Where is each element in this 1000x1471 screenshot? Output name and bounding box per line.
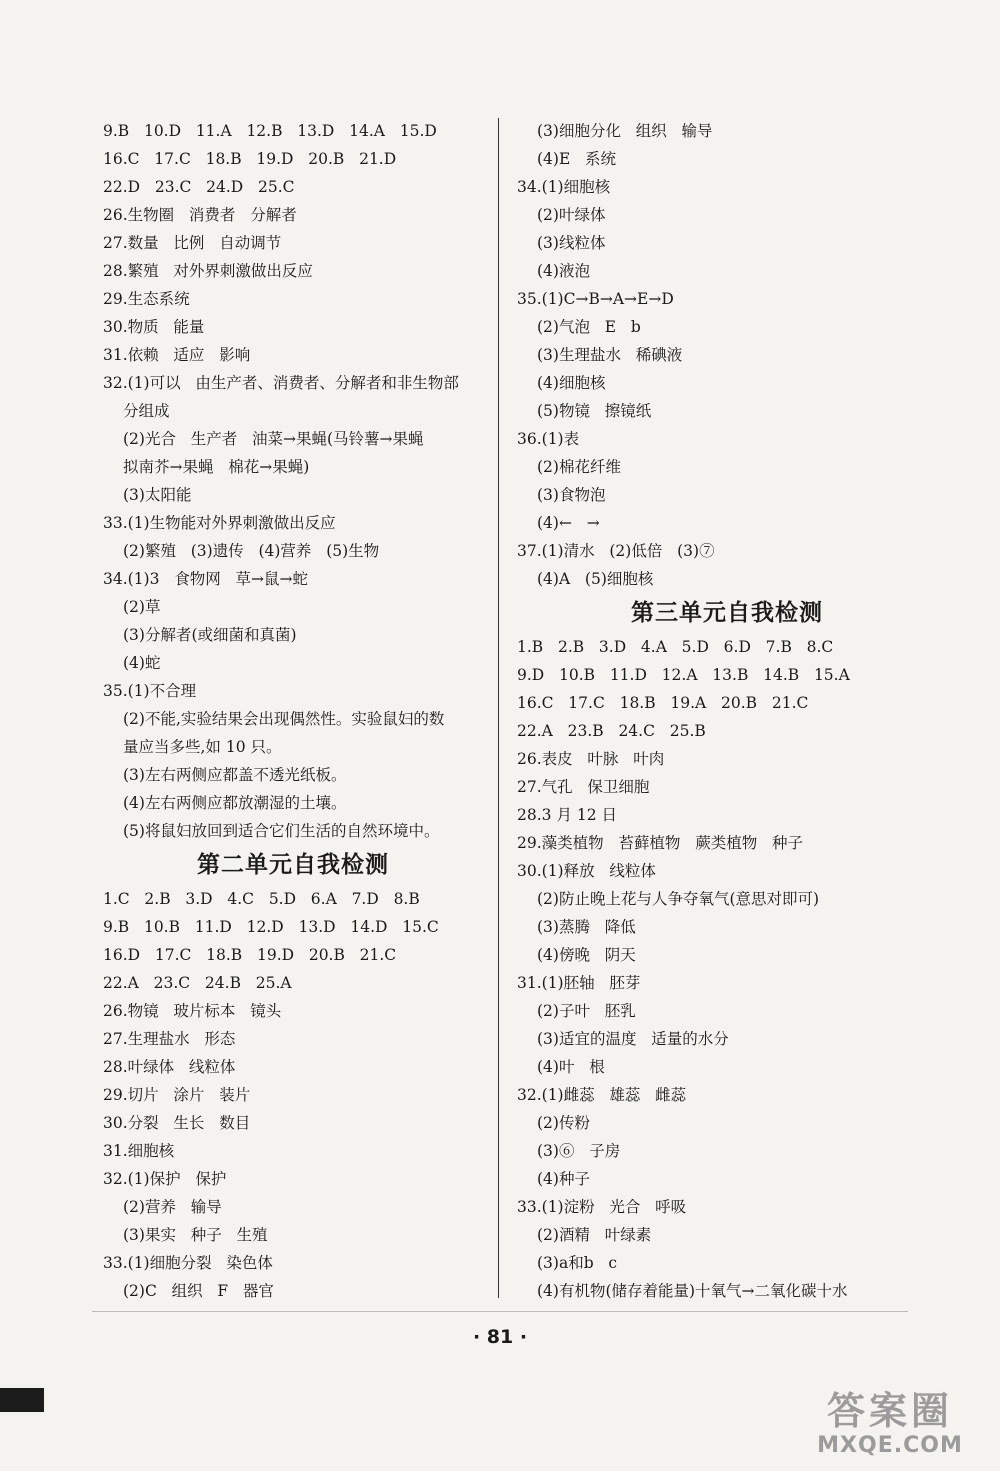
section-heading: 第三单元自我检测 — [631, 600, 823, 626]
right-answer-line: (2)防止晚上花与人争夺氧气(意思对即可) — [537, 890, 820, 908]
left-answer-line: (3)分解者(或细菌和真菌) — [123, 626, 297, 644]
right-answer-line: 27.气孔 保卫细胞 — [517, 778, 650, 796]
left-answer-line: 31.依赖 适应 影响 — [103, 346, 251, 364]
right-answer-line: (4)E 系统 — [537, 150, 617, 168]
right-answer-line: 1.B 2.B 3.D 4.A 5.D 6.D 7.B 8.C — [517, 638, 834, 656]
left-answer-line: (3)太阳能 — [123, 486, 192, 504]
left-answer-line: 量应当多些,如 10 只。 — [123, 738, 282, 756]
left-answer-line: 拟南芥→果蝇 棉花→果蝇) — [123, 458, 310, 476]
left-answer-line: 26.生物圈 消费者 分解者 — [103, 206, 297, 224]
right-answer-line: (2)气泡 E b — [537, 318, 641, 336]
left-answer-line: (2)光合 生产者 油菜→果蝇(马铃薯→果蝇 — [123, 430, 424, 448]
left-answer-line: 27.数量 比例 自动调节 — [103, 234, 282, 252]
right-answer-line: (3)⑥ 子房 — [537, 1142, 621, 1160]
left-answer-line: 34.(1)3 食物网 草→鼠→蛇 — [103, 570, 309, 588]
left-answer-line: (3)果实 种子 生殖 — [123, 1226, 268, 1244]
right-answer-line: (2)传粉 — [537, 1114, 590, 1132]
page-number: · 81 · — [472, 1326, 528, 1348]
left-answer-line: 22.D 23.C 24.D 25.C — [103, 178, 295, 196]
right-answer-line: (3)a和b c — [537, 1254, 618, 1272]
corner-tab-mark — [0, 1388, 44, 1412]
watermark-site: MXQE.COM — [817, 1433, 963, 1458]
right-answer-line: (2)棉花纤维 — [537, 458, 621, 476]
left-answer-line: 27.生理盐水 形态 — [103, 1030, 236, 1048]
left-answer-line: (5)将鼠妇放回到适合它们生活的自然环境中。 — [123, 822, 440, 840]
left-column — [103, 117, 483, 1305]
left-answer-line: 22.A 23.C 24.B 25.A — [103, 974, 292, 992]
left-answer-line: 9.B 10.B 11.D 12.D 13.D 14.D 15.C — [103, 918, 439, 936]
right-answer-line: (3)细胞分化 组织 输导 — [537, 122, 713, 140]
right-answer-line: (3)适宜的温度 适量的水分 — [537, 1030, 729, 1048]
left-answer-line: 32.(1)可以 由生产者、消费者、分解者和非生物部 — [103, 374, 459, 392]
right-answer-line: (4)液泡 — [537, 262, 590, 280]
right-answer-line: 31.(1)胚轴 胚芽 — [517, 974, 641, 992]
right-answer-line: (3)食物泡 — [537, 486, 606, 504]
watermark-logo: 答案圈 — [826, 1389, 953, 1433]
right-answer-line: (3)蒸腾 降低 — [537, 918, 636, 936]
left-answer-line: 35.(1)不合理 — [103, 682, 197, 700]
right-answer-line: (4)细胞核 — [537, 374, 606, 392]
section-heading: 第二单元自我检测 — [197, 852, 389, 878]
left-answer-line: 28.叶绿体 线粒体 — [103, 1058, 236, 1076]
left-answer-line: 29.切片 涂片 装片 — [103, 1086, 251, 1104]
right-answer-line: 33.(1)淀粉 光合 呼吸 — [517, 1198, 687, 1216]
left-answer-line: 28.繁殖 对外界刺激做出反应 — [103, 262, 313, 280]
right-answer-line: 29.藻类植物 苔藓植物 蕨类植物 种子 — [517, 834, 803, 852]
column-divider — [498, 118, 499, 1298]
left-answer-line: (2)草 — [123, 598, 161, 616]
left-answer-line: 31.细胞核 — [103, 1142, 175, 1160]
left-answer-line: 33.(1)生物能对外界刺激做出反应 — [103, 514, 336, 532]
right-answer-line: 30.(1)释放 线粒体 — [517, 862, 656, 880]
left-answer-line: 30.物质 能量 — [103, 318, 205, 336]
right-answer-line: 26.表皮 叶脉 叶肉 — [517, 750, 665, 768]
right-answer-line: 36.(1)表 — [517, 430, 580, 448]
right-answer-line: (4)傍晚 阴天 — [537, 946, 636, 964]
right-answer-line: 28.3 月 12 日 — [517, 806, 618, 824]
left-answer-line: (4)蛇 — [123, 654, 161, 672]
right-column — [517, 117, 937, 1305]
left-answer-line: (4)左右两侧应都放潮湿的土壤。 — [123, 794, 347, 812]
left-answer-line: 16.D 17.C 18.B 19.D 20.B 21.C — [103, 946, 397, 964]
right-answer-line: (3)生理盐水 稀碘液 — [537, 346, 683, 364]
left-answer-line: (2)C 组织 F 器官 — [123, 1282, 274, 1300]
left-answer-line: 32.(1)保护 保护 — [103, 1170, 227, 1188]
left-answer-line: (3)左右两侧应都盖不透光纸板。 — [123, 766, 347, 784]
right-answer-line: 32.(1)雌蕊 雄蕊 雌蕊 — [517, 1086, 687, 1104]
left-answer-line: 30.分裂 生长 数目 — [103, 1114, 251, 1132]
left-answer-line: (2)不能,实验结果会出现偶然性。实验鼠妇的数 — [123, 710, 445, 728]
footer-rule — [92, 1311, 908, 1312]
left-answer-line: 1.C 2.B 3.D 4.C 5.D 6.A 7.D 8.B — [103, 890, 420, 908]
right-answer-line: 34.(1)细胞核 — [517, 178, 611, 196]
right-answer-line: 16.C 17.C 18.B 19.A 20.B 21.C — [517, 694, 809, 712]
right-answer-line: (2)子叶 胚乳 — [537, 1002, 636, 1020]
left-answer-line: (2)营养 输导 — [123, 1198, 222, 1216]
right-answer-line: (5)物镜 擦镜纸 — [537, 402, 652, 420]
left-answer-line: 26.物镜 玻片标本 镜头 — [103, 1002, 282, 1020]
left-answer-line: 9.B 10.D 11.A 12.B 13.D 14.A 15.D — [103, 122, 437, 140]
right-answer-line: (2)酒精 叶绿素 — [537, 1226, 652, 1244]
left-answer-line: 分组成 — [123, 402, 170, 420]
right-answer-line: (4)种子 — [537, 1170, 590, 1188]
right-answer-line: (3)线粒体 — [537, 234, 606, 252]
left-answer-line: (2)繁殖 (3)遗传 (4)营养 (5)生物 — [123, 542, 380, 560]
right-answer-line: (4)A (5)细胞核 — [537, 570, 654, 588]
right-answer-line: (4)叶 根 — [537, 1058, 605, 1076]
right-answer-line: 37.(1)清水 (2)低倍 (3)⑦ — [517, 542, 715, 560]
left-answer-line: 33.(1)细胞分裂 染色体 — [103, 1254, 273, 1272]
right-answer-line: 35.(1)C→B→A→E→D — [517, 290, 674, 308]
right-answer-line: 9.D 10.B 11.D 12.A 13.B 14.B 15.A — [517, 666, 850, 684]
left-answer-line: 16.C 17.C 18.B 19.D 20.B 21.D — [103, 150, 397, 168]
right-answer-line: (4)有机物(储存着能量)十氧气→二氧化碳十水 — [537, 1282, 848, 1300]
right-answer-line: (4)← → — [537, 514, 600, 532]
watermark — [790, 1388, 990, 1463]
right-answer-line: 22.A 23.B 24.C 25.B — [517, 722, 706, 740]
left-answer-line: 29.生态系统 — [103, 290, 190, 308]
right-answer-line: (2)叶绿体 — [537, 206, 606, 224]
